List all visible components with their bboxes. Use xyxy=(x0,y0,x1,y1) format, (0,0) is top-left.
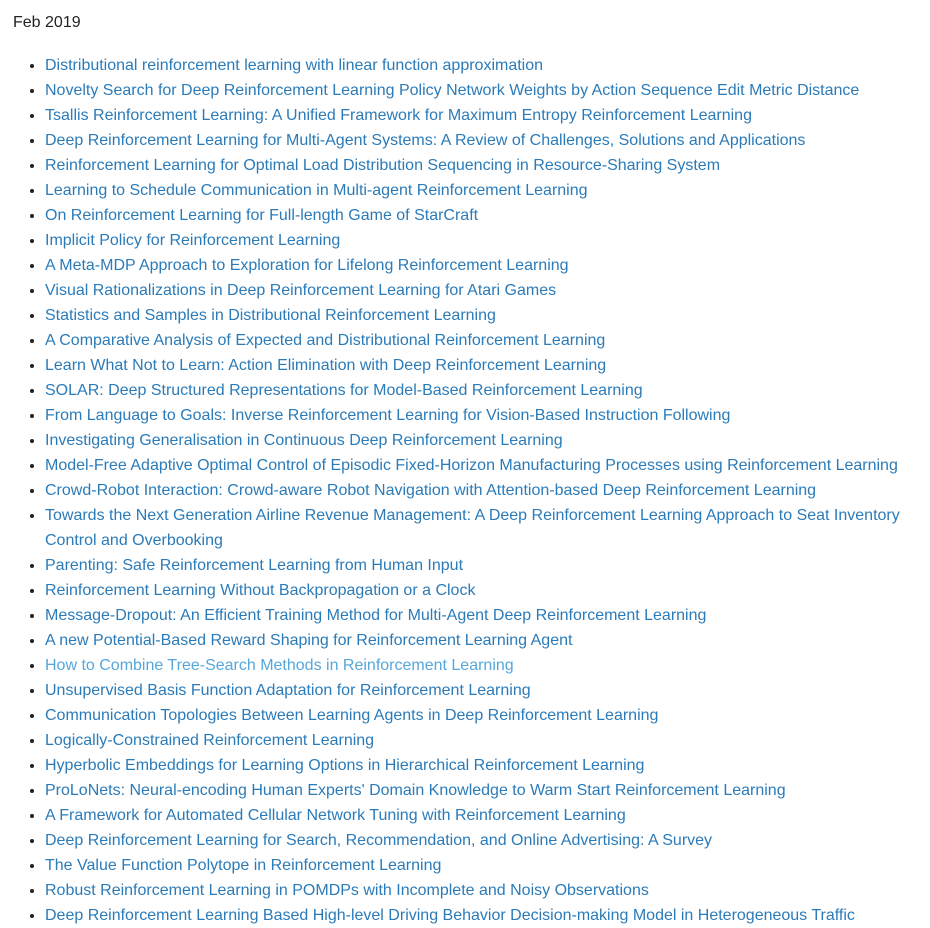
paper-link[interactable]: A Comparative Analysis of Expected and Distributional Reinforcement Learning xyxy=(45,332,606,349)
paper-link[interactable]: Statistics and Samples in Distributional Reinforcement Learning xyxy=(45,307,496,324)
paper-link[interactable]: From Language to Goals: Inverse Reinforcement Learning for Vision-Based Instruction Following xyxy=(45,407,731,424)
paper-link[interactable]: The Value Function Polytope in Reinforcement Learning xyxy=(45,857,442,874)
paper-link[interactable]: On Reinforcement Learning for Full-length Game of StarCraft xyxy=(45,207,479,224)
list-item xyxy=(45,478,930,503)
paper-link[interactable]: Investigating Generalisation in Continuous Deep Reinforcement Learning xyxy=(45,432,563,449)
paper-link[interactable]: Tsallis Reinforcement Learning: A Unified Framework for Maximum Entropy Reinforcement Learning xyxy=(45,107,752,124)
list-item xyxy=(45,253,930,278)
list-item xyxy=(45,553,930,578)
list-item xyxy=(45,153,930,178)
list-item xyxy=(45,653,930,678)
paper-link[interactable]: Implicit Policy for Reinforcement Learning xyxy=(45,232,341,249)
list-item xyxy=(45,378,930,403)
paper-link[interactable]: Towards the Next Generation Airline Revenue Management: A Deep Reinforcement Learning Approach to Seat Inventory Control and Overbooking xyxy=(45,507,900,549)
list-item xyxy=(45,353,930,378)
paper-link[interactable]: SOLAR: Deep Structured Representations for Model-Based Reinforcement Learning xyxy=(45,382,643,399)
list-item xyxy=(45,728,930,753)
paper-link[interactable]: Unsupervised Basis Function Adaptation for Reinforcement Learning xyxy=(45,682,531,699)
list-item xyxy=(45,128,930,153)
list-item xyxy=(45,703,930,728)
list-item xyxy=(45,503,930,553)
paper-link[interactable]: Reinforcement Learning for Optimal Load Distribution Sequencing in Resource-Sharing System xyxy=(45,157,721,174)
list-item xyxy=(45,878,930,903)
list-item xyxy=(45,453,930,478)
list-item xyxy=(45,753,930,778)
paper-list xyxy=(13,53,930,928)
month-heading: Feb 2019 xyxy=(13,14,81,31)
paper-link[interactable]: Parenting: Safe Reinforcement Learning from Human Input xyxy=(45,557,464,574)
paper-link[interactable]: Model-Free Adaptive Optimal Control of Episodic Fixed-Horizon Manufacturing Processes using Reinforcement Learning xyxy=(45,457,898,474)
list-item xyxy=(45,78,930,103)
paper-link[interactable]: A Meta-MDP Approach to Exploration for Lifelong Reinforcement Learning xyxy=(45,257,569,274)
list-item xyxy=(45,578,930,603)
list-item xyxy=(45,103,930,128)
paper-link[interactable]: Distributional reinforcement learning with linear function approximation xyxy=(45,57,544,74)
paper-link[interactable]: A Framework for Automated Cellular Network Tuning with Reinforcement Learning xyxy=(45,807,626,824)
list-item xyxy=(45,803,930,828)
list-item xyxy=(45,903,930,928)
list-item xyxy=(45,603,930,628)
list-item xyxy=(45,778,930,803)
list-item xyxy=(45,328,930,353)
paper-link[interactable]: Communication Topologies Between Learning Agents in Deep Reinforcement Learning xyxy=(45,707,659,724)
list-item xyxy=(45,403,930,428)
paper-link[interactable]: Learning to Schedule Communication in Multi-agent Reinforcement Learning xyxy=(45,182,588,199)
list-item xyxy=(45,228,930,253)
list-item xyxy=(45,53,930,78)
paper-link[interactable]: Message-Dropout: An Efficient Training Method for Multi-Agent Deep Reinforcement Learning xyxy=(45,607,707,624)
paper-link[interactable]: Hyperbolic Embeddings for Learning Options in Hierarchical Reinforcement Learning xyxy=(45,757,645,774)
list-item xyxy=(45,678,930,703)
list-item xyxy=(45,203,930,228)
list-item xyxy=(45,278,930,303)
list-item xyxy=(45,828,930,853)
paper-link[interactable]: A new Potential-Based Reward Shaping for Reinforcement Learning Agent xyxy=(45,632,573,649)
paper-link[interactable]: Reinforcement Learning Without Backpropagation or a Clock xyxy=(45,582,476,599)
list-item xyxy=(45,428,930,453)
paper-link[interactable]: Robust Reinforcement Learning in POMDPs with Incomplete and Noisy Observations xyxy=(45,882,649,899)
list-item xyxy=(45,628,930,653)
paper-link[interactable]: Logically-Constrained Reinforcement Learning xyxy=(45,732,375,749)
paper-link[interactable]: Learn What Not to Learn: Action Elimination with Deep Reinforcement Learning xyxy=(45,357,607,374)
paper-link[interactable]: Deep Reinforcement Learning Based High-level Driving Behavior Decision-making Model in Heterogeneous Traffic xyxy=(45,907,855,924)
paper-link[interactable]: Visual Rationalizations in Deep Reinforcement Learning for Atari Games xyxy=(45,282,557,299)
paper-link[interactable]: Crowd-Robot Interaction: Crowd-aware Robot Navigation with Attention-based Deep Reinforcement Learning xyxy=(45,482,817,499)
paper-link[interactable]: How to Combine Tree-Search Methods in Reinforcement Learning xyxy=(45,657,514,674)
paper-link[interactable]: Deep Reinforcement Learning for Search, Recommendation, and Online Advertising: A Survey xyxy=(45,832,713,849)
paper-link[interactable]: Novelty Search for Deep Reinforcement Learning Policy Network Weights by Action Sequence Edit Metric Distance xyxy=(45,82,860,99)
paper-link[interactable]: Deep Reinforcement Learning for Multi-Agent Systems: A Review of Challenges, Solutions and Applications xyxy=(45,132,806,149)
paper-link[interactable]: ProLoNets: Neural-encoding Human Experts' Domain Knowledge to Warm Start Reinforcement Learning xyxy=(45,782,786,799)
list-item xyxy=(45,303,930,328)
list-item xyxy=(45,178,930,203)
list-item xyxy=(45,853,930,878)
